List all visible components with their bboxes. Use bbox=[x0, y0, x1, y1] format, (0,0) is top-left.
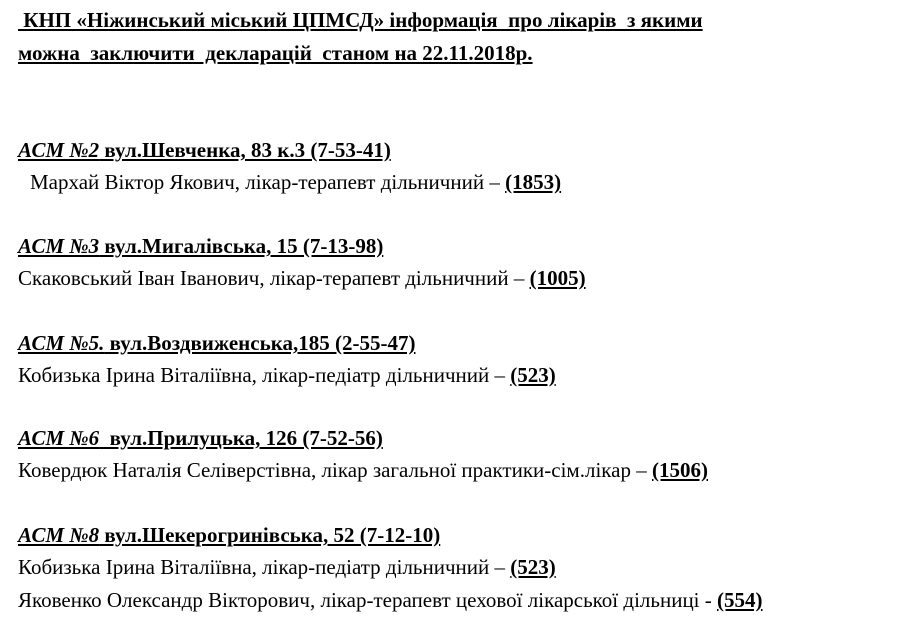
doctor-entry bbox=[30, 170, 561, 194]
clinic-code: АСМ №3 bbox=[18, 234, 100, 258]
doctor-entry bbox=[18, 588, 763, 612]
doctor-text: Скаковський Іван Іванович, лікар-терапевт дільничний – bbox=[18, 266, 530, 290]
section-header bbox=[18, 426, 383, 450]
declaration-count: (554) bbox=[717, 588, 763, 612]
doctor-text: Мархай Віктор Якович, лікар-терапевт дільничний – bbox=[30, 170, 506, 194]
declaration-count: (1853) bbox=[505, 170, 562, 194]
section-header bbox=[18, 234, 383, 258]
section-header bbox=[18, 138, 391, 162]
declaration-count: (523) bbox=[510, 555, 556, 579]
clinic-address: вул.Воздвиженська,185 (2-55-47) bbox=[104, 331, 416, 355]
doctor-text: Ковердюк Наталія Селіверстівна, лікар загальної практики-сім.лікар – bbox=[18, 458, 652, 482]
doctor-text: Кобизька Ірина Віталіївна, лікар-педіатр дільничний – bbox=[18, 555, 511, 579]
clinic-address: вул.Шевченка, 83 к.3 (7-53-41) bbox=[99, 138, 391, 162]
doctor-entry bbox=[18, 555, 556, 579]
doctor-text: Яковенко Олександр Вікторович, лікар-терапевт цехової лікарської дільниці - bbox=[18, 588, 718, 612]
declaration-count: (1506) bbox=[651, 458, 708, 482]
doctor-entry bbox=[18, 363, 556, 387]
section-header bbox=[18, 523, 440, 547]
doctor-text: Кобизька Ірина Віталіївна, лікар-педіатр дільничний – bbox=[18, 363, 511, 387]
clinic-address: вул.Мигалівська, 15 (7-13-98) bbox=[99, 234, 384, 258]
clinic-code: АСМ №5. bbox=[18, 331, 105, 355]
doctor-entry bbox=[18, 458, 708, 482]
clinic-code: АСМ №6 bbox=[18, 426, 100, 450]
document-title-line1: КНП «Ніжинський міський ЦПМСД» інформація про лікарів з якими bbox=[18, 8, 703, 32]
section-header bbox=[18, 331, 415, 355]
declaration-count: (1005) bbox=[529, 266, 586, 290]
clinic-code: АСМ №8 bbox=[18, 523, 100, 547]
clinic-address: вул.Прилуцька, 126 (7-52-56) bbox=[99, 426, 383, 450]
clinic-code: АСМ №2 bbox=[18, 138, 100, 162]
document-title-line2: можна заключити декларацій станом на 22.11.2018р. bbox=[18, 41, 533, 65]
declaration-count: (523) bbox=[510, 363, 556, 387]
clinic-address: вул.Шекерогринівська, 52 (7-12-10) bbox=[99, 523, 441, 547]
doctor-entry bbox=[18, 266, 586, 290]
